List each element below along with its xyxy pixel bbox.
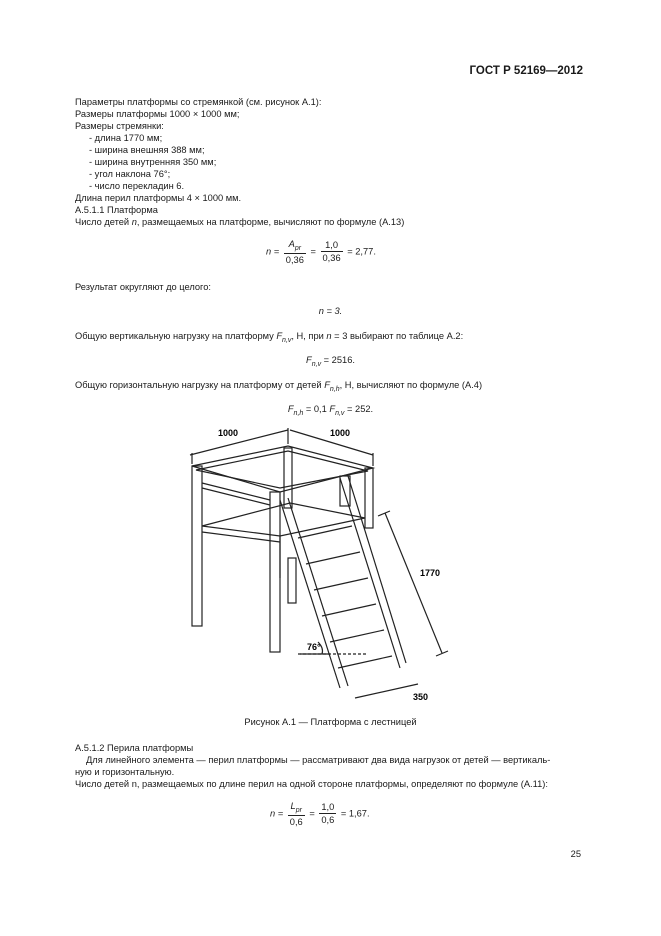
front-post xyxy=(270,492,280,652)
dimension-label: 1770 xyxy=(420,568,441,578)
dimension-line xyxy=(385,513,442,653)
list-item: - число перекладин 6. xyxy=(89,181,185,191)
formula-1: n = $\frac{A_{pr}}{0,36}$ = $\frac{1,0}{0,36}$ = 2,77. xyxy=(266,239,376,265)
document-id: ГОСТ Р 52169—2012 xyxy=(469,65,583,77)
paragraph: ную и горизонтальную. xyxy=(75,767,175,777)
angle-label: 76° xyxy=(307,642,321,652)
dimension-line xyxy=(190,430,288,455)
paragraph: Общую вертикальную нагрузку на платформу $F_{n,v}$, Н, при n = 3 выбирают по таблице А.2: xyxy=(75,331,464,344)
dimension-label: 1000 xyxy=(330,428,351,438)
left-post xyxy=(192,466,202,626)
dimension-label: 1000 xyxy=(218,428,239,438)
list-item: - угол наклона 76°; xyxy=(89,169,171,179)
list-item: - ширина внутренняя 350 мм; xyxy=(89,157,217,167)
page-number: 25 xyxy=(570,849,581,859)
formula-5: n = $\frac{L_{pr}}{0,6}$ = $\frac{1,0}{0,6}$ = 1,67. xyxy=(270,801,370,827)
section-heading: А.5.1.1 Платформа xyxy=(75,205,158,215)
formula-2: n = 3. xyxy=(318,306,343,316)
paragraph: Параметры платформы со стремянкой (см. рисунок А.1): xyxy=(75,97,322,107)
formula-3: $F_{n,v} = 2516$. xyxy=(306,355,355,368)
figure-caption: Рисунок А.1 — Платформа с лестницей xyxy=(244,717,417,727)
paragraph: Число детей n, размещаемых по длине перил на одной стороне платформы, определяют по формуле (А.11): xyxy=(75,779,548,789)
dimension-label: 350 xyxy=(413,692,429,702)
top-rail xyxy=(192,446,373,492)
paragraph: Длина перил платформы 4 × 1000 мм. xyxy=(75,193,242,203)
paragraph: Для линейного элемента — перил платформы — рассматривают два вида нагрузок от детей — вертикаль- xyxy=(86,755,551,765)
paragraph: Число детей n, размещаемых на платформе, вычисляют по формуле (А.13) xyxy=(75,217,405,227)
section-heading: А.5.1.2 Перила платформы xyxy=(75,743,194,753)
ladder-stringer xyxy=(280,500,340,688)
platform-figure xyxy=(180,418,450,708)
list-item: - ширина внешняя 388 мм; xyxy=(89,145,205,155)
paragraph: Размеры стремянки: xyxy=(75,121,164,131)
formula-4: $F_{n,h} = 0,1$ $F_{n,v} = 252$. xyxy=(287,404,374,417)
paragraph: Результат округляют до целого: xyxy=(75,282,211,292)
paragraph: Размеры платформы 1000 × 1000 мм; xyxy=(75,109,240,119)
paragraph: Общую горизонтальную нагрузку на платформу от детей $F_{n,h}$, Н, вычисляют по формуле (А.4) xyxy=(75,380,483,393)
list-item: - длина 1770 мм; xyxy=(89,133,163,143)
